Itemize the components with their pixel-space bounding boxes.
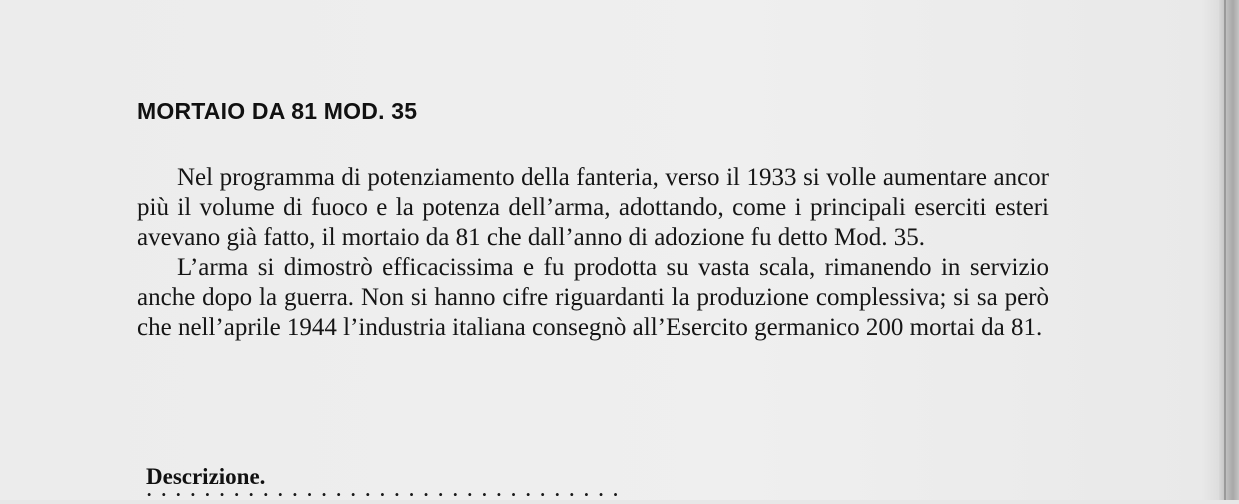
body-text <box>137 163 1049 343</box>
book-spine-shadow <box>1219 0 1239 500</box>
paragraph-2: L’arma si dimostrò efficacissima e fu prodotta su vasta scala, rimanendo in servizio anche dopo la guerra. Non si hanno cifre riguardanti la produzione complessiva; si sa però che nell’aprile 1944 l’industria italiana consegnò all’Esercito germanico 200 mortai da 81. <box>137 254 1049 341</box>
page-edge-line <box>1224 0 1226 500</box>
section-heading: MORTAIO DA 81 MOD. 35 <box>137 98 418 124</box>
cut-off-text-line <box>145 490 1025 504</box>
cut-off-text-fragment: · · · · · · · · · · · · · · · · · · · · · · · · · · · · · · · · · <box>145 490 620 504</box>
paragraph-1: Nel programma di potenziamento della fanteria, verso il 1933 si volle aumentare ancor più il volume di fuoco e la potenza dell’arma, adottando, come i principali eserciti esteri avevano già fatto, il mortaio da 81 che dall’anno di adozione fu detto Mod. 35. <box>137 164 1049 251</box>
subsection-heading: Descrizione. <box>146 464 266 489</box>
